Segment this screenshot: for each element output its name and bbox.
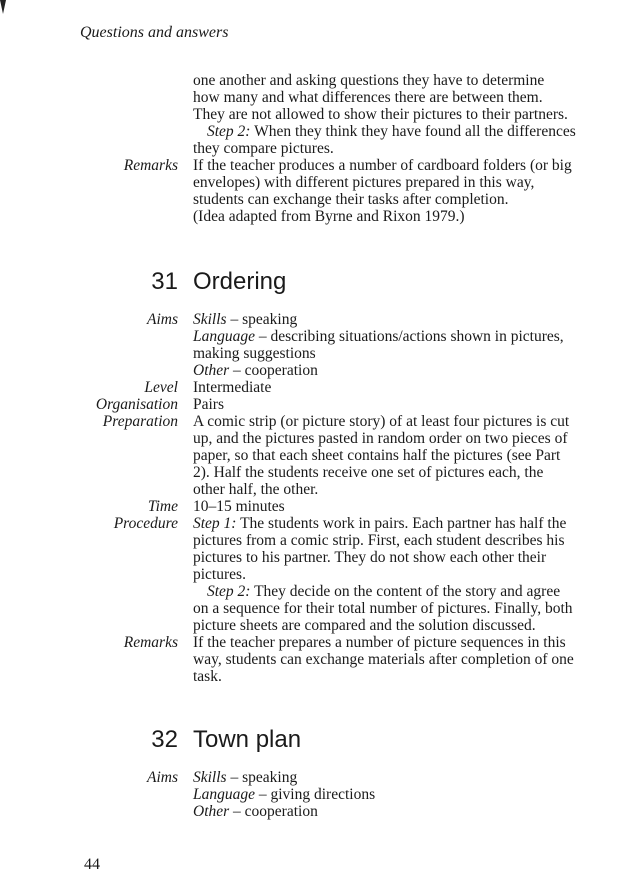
other-text: – cooperation (229, 362, 318, 379)
text-line: They are not allowed to show their pictures to their partners. (193, 106, 568, 123)
text-line: picture sheets are compared and the solution discussed. (193, 617, 536, 634)
text-line: one another and asking questions they have to determine (193, 72, 545, 89)
section-number: 32 (151, 726, 178, 753)
text-run: They decide on the content of the story and agree (250, 583, 561, 600)
remarks-text (193, 634, 593, 685)
preparation-text (193, 413, 593, 498)
text-line: If the teacher prepares a number of picture sequences in this (193, 634, 566, 651)
text-line: (Idea adapted from Byrne and Rixon 1979.) (193, 208, 465, 225)
organisation-value: Pairs (193, 396, 224, 413)
step-2-line (193, 123, 593, 140)
other-label: Other (193, 803, 230, 820)
section-title: Town plan (193, 726, 302, 753)
text-line: pictures. (193, 566, 246, 583)
other-line (193, 362, 593, 379)
remarks-label: Remarks (123, 157, 178, 174)
text-line: other half, the other. (193, 481, 319, 498)
aims-label: Aims (147, 769, 178, 786)
skills-text: – speaking (226, 769, 298, 786)
page-corner-mark (0, 0, 6, 14)
level-value: Intermediate (193, 379, 272, 396)
language-line (193, 786, 593, 803)
step-label: Step 1: (193, 515, 237, 532)
page-number: 44 (84, 856, 100, 873)
step-label: Step 2: (207, 583, 251, 600)
other-label: Other (193, 362, 230, 379)
remarks-label: Remarks (123, 634, 178, 651)
text-line: task. (193, 668, 222, 685)
text-line: A comic strip (or picture story) of at least four pictures is cut (193, 413, 570, 430)
skills-line (193, 769, 593, 786)
text-line: way, students can exchange materials after completion of one (193, 651, 574, 668)
running-head: Questions and answers (80, 24, 229, 41)
text-line: envelopes) with different pictures prepared in this way, (193, 174, 535, 191)
step-1-line (193, 515, 593, 532)
language-line (193, 328, 593, 345)
aims-label: Aims (147, 311, 178, 328)
text-line: paper, so that each sheet contains half the pictures (see Part (193, 447, 561, 464)
other-line (193, 803, 593, 820)
language-text: – describing situations/actions shown in pictures, (255, 328, 564, 345)
language-label: Language (193, 786, 255, 803)
section-title: Ordering (193, 268, 287, 295)
continuation-text (193, 72, 593, 157)
preparation-label: Preparation (102, 413, 178, 430)
text-line: they compare pictures. (193, 140, 334, 157)
time-label: Time (147, 498, 178, 515)
organisation-label: Organisation (95, 396, 178, 413)
text-line: pictures from a comic strip. First, each student describes his (193, 532, 565, 549)
text-line: making suggestions (193, 345, 316, 362)
skills-label: Skills (193, 769, 227, 786)
text-line: how many and what differences there are between them. (193, 89, 543, 106)
procedure-label: Procedure (113, 515, 178, 532)
procedure-text (193, 515, 593, 634)
text-run: When they think they have found all the differences (250, 123, 576, 140)
aims-text (193, 311, 593, 379)
text-line: 2). Half the students receive one set of pictures each, the (193, 464, 544, 481)
skills-text: – speaking (226, 311, 298, 328)
text-line: pictures to his partner. They do not show each other their (193, 549, 547, 566)
language-label: Language (193, 328, 255, 345)
text-line: If the teacher produces a number of cardboard folders (or big (193, 157, 572, 174)
time-value: 10–15 minutes (193, 498, 285, 515)
language-text: – giving directions (255, 786, 376, 803)
text-line: up, and the pictures pasted in random order on two pieces of (193, 430, 568, 447)
section-number: 31 (151, 268, 178, 295)
aims-text (193, 769, 593, 820)
level-label: Level (144, 379, 178, 396)
text-line: on a sequence for their total number of pictures. Finally, both (193, 600, 573, 617)
text-run: The students work in pairs. Each partner has half the (236, 515, 567, 532)
skills-line (193, 311, 593, 328)
remarks-text (193, 157, 593, 225)
step-2-line (193, 583, 593, 600)
step-label: Step 2: (207, 123, 251, 140)
other-text: – cooperation (229, 803, 318, 820)
text-line: students can exchange their tasks after completion. (193, 191, 509, 208)
skills-label: Skills (193, 311, 227, 328)
